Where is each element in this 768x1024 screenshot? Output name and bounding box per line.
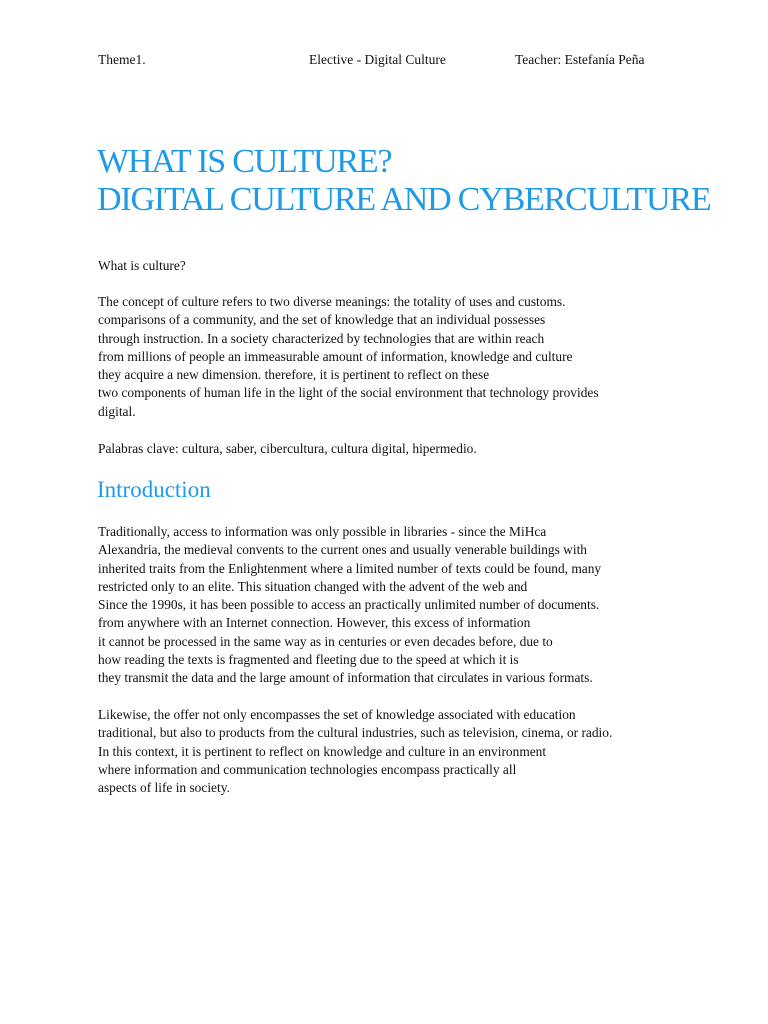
keywords-text: Palabras clave: cultura, saber, cibercultura, cultura digital, hipermedio. bbox=[98, 441, 477, 456]
title-line-2: DIGITAL CULTURE AND CYBERCULTURE bbox=[97, 181, 711, 218]
introduction-paragraph-1 bbox=[98, 523, 601, 688]
section-heading-introduction: Introduction bbox=[97, 477, 211, 502]
paragraph-line: restricted only to an elite. This situation changed with the advent of the web and bbox=[98, 578, 528, 594]
header-teacher: Teacher: Estefanía Peña bbox=[515, 52, 645, 67]
header-course: Elective - Digital Culture bbox=[309, 52, 446, 67]
title-line-1: WHAT IS CULTURE? bbox=[97, 143, 392, 180]
abstract-paragraph bbox=[98, 293, 599, 421]
paragraph-line: In this context, it is pertinent to reflect on knowledge and culture in an environment bbox=[98, 743, 547, 759]
paragraph-line: Likewise, the offer not only encompasses the set of knowledge associated with education bbox=[98, 707, 576, 722]
paragraph-line: aspects of life in society. bbox=[98, 780, 230, 796]
abstract-line: digital. bbox=[98, 403, 136, 419]
header-theme: Theme1. bbox=[98, 52, 146, 67]
paragraph-line: it cannot be processed in the same way as in centuries or even decades before, due to bbox=[98, 633, 553, 649]
paragraph-line: where information and communication technologies encompass practically all bbox=[98, 761, 517, 777]
paragraph-line: how reading the texts is fragmented and fleeting due to the speed at which it is bbox=[98, 652, 519, 668]
introduction-paragraph-2 bbox=[98, 706, 612, 797]
paragraph-line: Since the 1990s, it has been possible to access an practically unlimited number of documents. bbox=[98, 597, 600, 613]
abstract-line: two components of human life in the light of the social environment that technology provides bbox=[98, 385, 599, 401]
paragraph-line: they transmit the data and the large amount of information that circulates in various formats. bbox=[98, 670, 593, 686]
paragraph-line: inherited traits from the Enlightenment where a limited number of texts could be found, many bbox=[98, 560, 602, 576]
abstract-line: through instruction. In a society characterized by technologies that are within reach bbox=[98, 330, 545, 346]
abstract-line: they acquire a new dimension. therefore, it is pertinent to reflect on these bbox=[98, 367, 490, 383]
question-text: What is culture? bbox=[98, 258, 186, 273]
page-title bbox=[97, 143, 710, 219]
abstract-line: from millions of people an immeasurable amount of information, knowledge and culture bbox=[98, 348, 573, 364]
abstract-line: The concept of culture refers to two diverse meanings: the totality of uses and customs. bbox=[98, 294, 566, 309]
paragraph-line: Traditionally, access to information was only possible in libraries - since the MiHca bbox=[98, 524, 547, 539]
paragraph-line: Alexandria, the medieval convents to the current ones and usually venerable buildings with bbox=[98, 542, 587, 558]
paragraph-line: traditional, but also to products from the cultural industries, such as television, cinema, or radio. bbox=[98, 725, 613, 741]
abstract-line: comparisons of a community, and the set of knowledge that an individual possesses bbox=[98, 312, 546, 328]
paragraph-line: from anywhere with an Internet connection. However, this excess of information bbox=[98, 615, 531, 631]
